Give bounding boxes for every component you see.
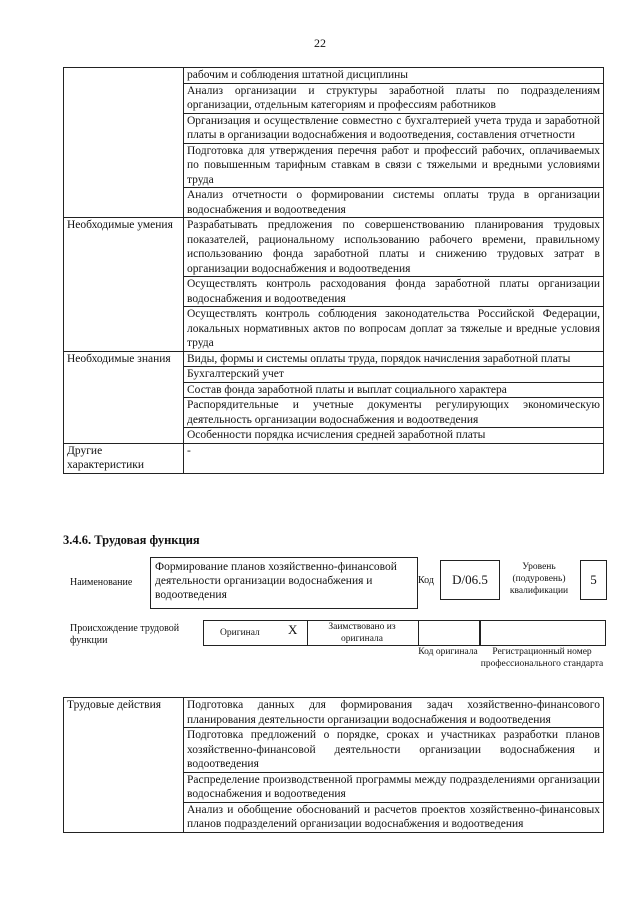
section-title: 3.4.6. Трудовая функция: [63, 533, 200, 547]
table-cell: Анализ организации и структуры заработной платы по подразделениям организации, отдельным категориям и профессиям работников: [184, 83, 604, 113]
original-mark: X: [288, 622, 298, 637]
function-name-box: [150, 557, 418, 609]
row-label: Необходимые знания: [64, 351, 184, 443]
table-cell: Анализ и обобщение обоснований и расчетов проектов хозяйственно-финансовых планов подразделений организации водоснабжения и водоотведения: [184, 802, 604, 832]
original-code-cell: [418, 620, 480, 646]
table-cell: Распорядительные и учетные документы регулирующих экономическую деятельность организации водоснабжения и водоотведения: [184, 398, 604, 428]
table-cell: Виды, формы и системы оплаты труда, порядок начисления заработной платы: [184, 351, 604, 367]
table-cell: Состав фонда заработной платы и выплат социального характера: [184, 382, 604, 398]
table-cell: Организация и осуществление совместно с бухгалтерией учета труда и заработной платы в организации водоснабжения и водоотведения, составления отчетности: [184, 113, 604, 143]
row-label: [64, 68, 184, 218]
origin-label: Происхождение трудовой функции: [70, 623, 180, 646]
table-cell: Разрабатывать предложения по совершенствованию планирования трудовых показателей, рациональному использованию рабочего времени, правильному использованию фонда заработной платы и снижению трудовых затрат в организации водоснабжения и водоотведения: [184, 218, 604, 277]
level-label: Уровень (подуровень) квалификации: [509, 562, 569, 596]
function-name: Формирование планов хозяйственно-финансовой деятельности организации водоснабжения и водоотведения: [155, 561, 397, 601]
row-label: Трудовые действия: [64, 698, 184, 833]
registration-number-cell: [480, 620, 606, 646]
table-cell: Особенности порядка исчисления средней заработной платы: [184, 428, 604, 444]
page-number: 22: [314, 36, 326, 50]
table-cell: Подготовка данных для формирования задач хозяйственно-финансового планирования деятельности организации водоснабжения и водоотведения: [184, 698, 604, 728]
table-row: [64, 68, 604, 84]
divider: [307, 621, 308, 645]
code-label: Код: [418, 575, 434, 586]
row-label: Необходимые умения: [64, 218, 184, 352]
table-cell: Осуществлять контроль соблюдения законодательства Российской Федерации, локальных нормативных актов по вопросам доплат за тяжелые и вредные условия труда: [184, 307, 604, 352]
code-caption: Код оригинала: [418, 647, 478, 657]
qualification-level: 5: [580, 560, 607, 600]
labor-actions-table: [63, 697, 604, 833]
reg-caption: Регистрационный номер профессионального стандарта: [480, 647, 604, 669]
table-cell: -: [184, 443, 604, 473]
borrowed-label: Заимствовано из оригинала: [328, 622, 396, 644]
table-cell: рабочим и соблюдения штатной дисциплины: [184, 68, 604, 84]
table-cell: Осуществлять контроль расходования фонда заработной платы организации водоснабжения и водоотведения: [184, 277, 604, 307]
table-cell: Распределение производственной программы между подразделениями организации водоснабжения и водоотведения: [184, 772, 604, 802]
table-row: [64, 218, 604, 277]
original-label: Оригинал: [220, 628, 260, 638]
table-row: [64, 351, 604, 367]
table-cell: Бухгалтерский учет: [184, 367, 604, 383]
competency-table: [63, 67, 604, 474]
name-label: Наименование: [70, 577, 133, 588]
function-code: D/06.5: [440, 560, 500, 600]
table-row: [64, 443, 604, 473]
table-row: [64, 698, 604, 728]
row-label: Другие характеристики: [64, 443, 184, 473]
table-cell: Подготовка предложений о порядке, сроках и участниках разработки планов хозяйственно-финансовой деятельности организации водоснабжения и водоотведения: [184, 728, 604, 773]
table-cell: Подготовка для утверждения перечня работ и профессий рабочих, оплачиваемых по повышенным тарифным ставкам в связи с тяжелыми и вредными условиями труда: [184, 143, 604, 188]
table-cell: Анализ отчетности о формировании системы оплаты труда в организации водоснабжения и водоотведения: [184, 188, 604, 218]
